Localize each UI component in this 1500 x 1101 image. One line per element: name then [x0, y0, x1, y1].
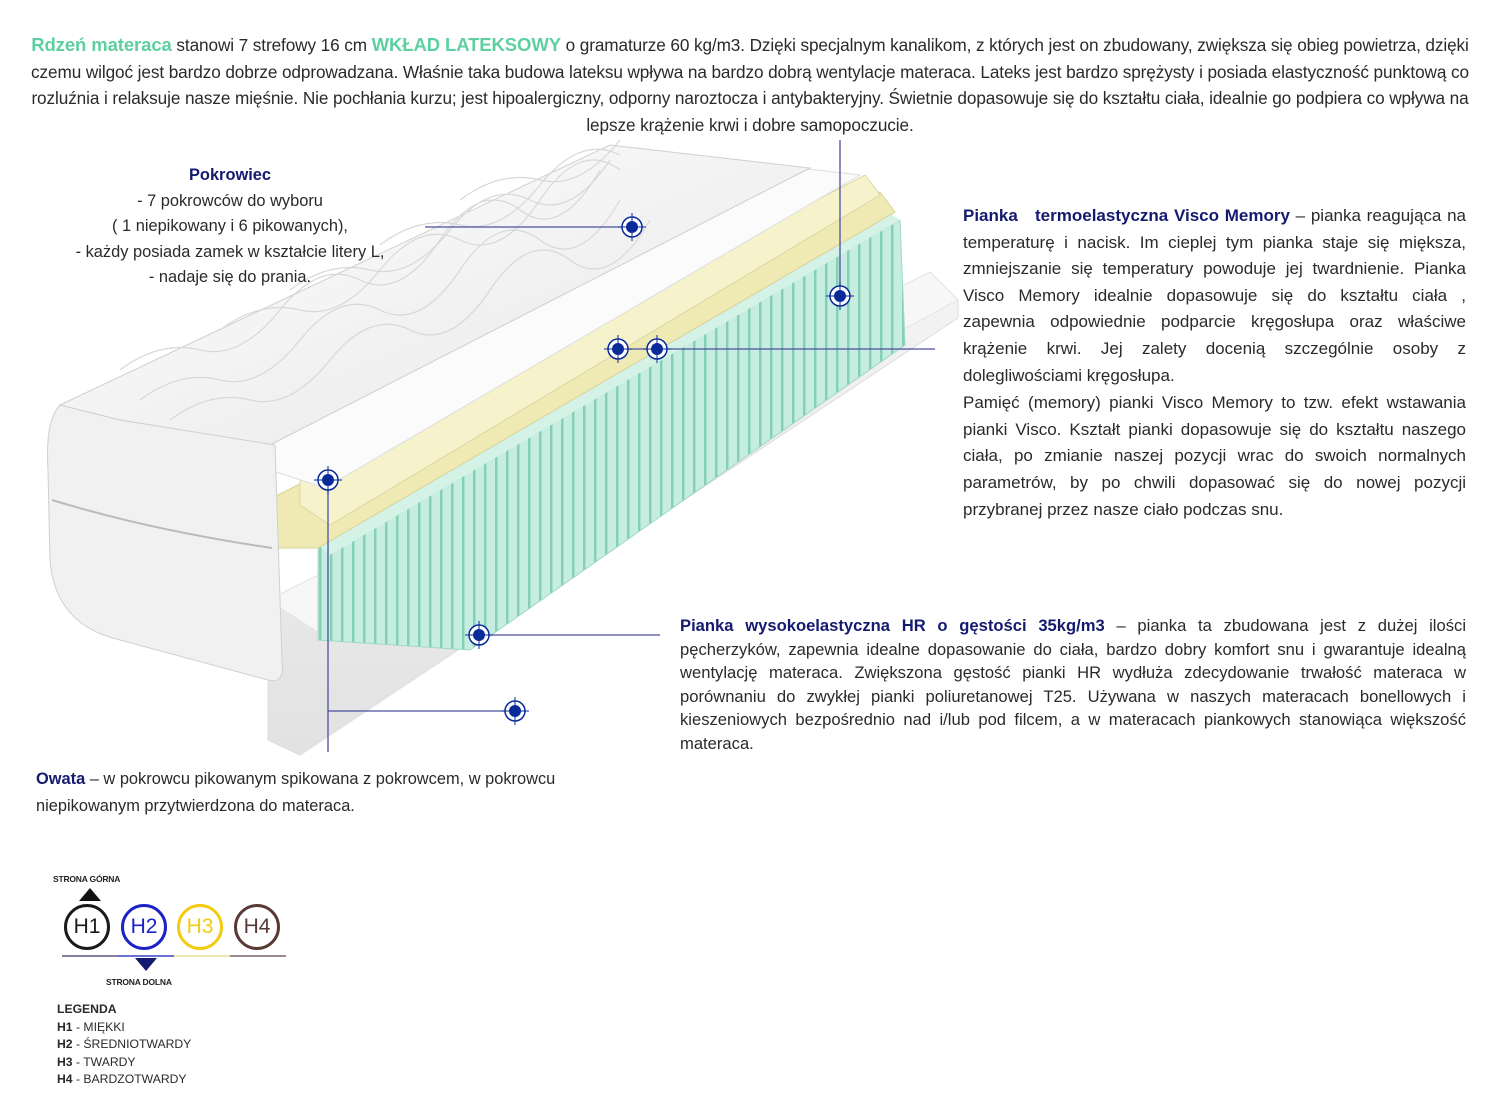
legend-code: H1: [57, 1019, 73, 1034]
legend-item: [57, 1036, 191, 1054]
pokrowiec-description: [20, 163, 440, 291]
bottom-side-label: STRONA DOLNA: [106, 977, 172, 987]
hr-foam-description: [680, 614, 1466, 755]
hr-foam-title: Pianka wysokoelastyczna HR o gęstości 35kg/m3: [680, 616, 1105, 635]
hardness-circle-h1: [64, 904, 110, 950]
hardness-code: H4: [243, 915, 271, 938]
legend-title: LEGENDA: [57, 1002, 117, 1016]
cover-side: [48, 405, 283, 681]
target-marker-icon: [501, 697, 529, 725]
hardness-legend: [57, 1001, 191, 1089]
pokrowiec-line: ( 1 niepikowany i 6 pikowanych),: [112, 217, 348, 235]
legend-code: H2: [57, 1037, 73, 1052]
intro-highlight-latex: WKŁAD LATEKSOWY: [371, 34, 561, 55]
visco-title: Pianka termoelastyczna Visco Memory: [963, 206, 1290, 225]
visco-paragraph-1: [963, 203, 1466, 389]
arrow-up-icon: [79, 888, 101, 902]
owata-description: [36, 766, 596, 820]
hardness-code: H3: [186, 915, 214, 938]
pokrowiec-line: - każdy posiada zamek w kształcie litery L,: [75, 242, 385, 261]
hardness-code: H1: [73, 915, 101, 938]
hardness-circle-h4: [234, 904, 280, 950]
owata-text: – w pokrowcu pikowanym spikowana z pokrowcem, w pokrowcu niepikowanym przytwierdzona do materaca.: [36, 770, 556, 815]
legend-item: [57, 1054, 191, 1072]
legend-label: - ŚREDNIOTWARDY: [72, 1037, 192, 1052]
intro-text-1: stanowi 7 strefowy 16 cm: [171, 35, 372, 55]
legend-label: - MIĘKKI: [72, 1019, 125, 1034]
intro-highlight-core: Rdzeń materaca: [31, 34, 172, 55]
arrow-down-icon: [135, 958, 157, 972]
pokrowiec-line: - nadaje się do prania.: [148, 268, 312, 286]
hardness-circle-h3: [177, 904, 223, 950]
hardness-circle-h2: [121, 904, 167, 950]
hardness-diagram: [50, 870, 300, 1000]
legend-item: [57, 1071, 191, 1089]
visco-text-1: – pianka reagująca na temperaturę i nacisk. Im cieplej tym pianka staje się miększa, zmniejszanie się temperatury powoduje jej twardnienie. Pianka Visco Memory idealnie dopasowuje się do kształtu ciała , zapewnia odpowiednie podparcie kręgosłupa oraz właściwe krążenie krwi. Jej zalety docenią szczególnie osoby z dolegliwościami kręgosłupa.: [963, 206, 1466, 385]
legend-label: - BARDZOTWARDY: [72, 1072, 187, 1087]
legend-item: [57, 1019, 191, 1037]
intro-text-2: o gramaturze 60 kg/m3. Dzięki specjalnym kanalikom, z których jest on zbudowany, zwiększa się obieg powietrza, dzięki czemu wilgoć jest bardzo dobrze odprowadzana. Właśnie taka budowa lateksu wpływa na bardzo dobrą wentylacje materaca. Lateks jest bardzo sprężysty i posiada elastyczność punktową co rozluźnia i relaksuje nasze mięśnie. Nie pochłania kurzu; jest hipoalergiczny, odporny naroztocza i antybakteryjny. Świetnie dopasowuje się do kształtu ciała, idealnie go podpiera co wpływa na lepsze krążenie krwi i dobre samopoczucie.: [31, 35, 1469, 135]
owata-title: Owata: [36, 770, 86, 788]
hardness-code: H2: [130, 915, 158, 938]
legend-code: H3: [57, 1054, 73, 1069]
visco-description: [963, 203, 1466, 524]
visco-paragraph-2: Pamięć (memory) pianki Visco Memory to tzw. efekt wstawania pianki Visco. Kształt pianki dopasowuje się do kształtu naszego ciała, po zmianie naszej pozycji wrac do swoich normalnych parametrów, by po chwili dopasować się do nowej pozycji przybranej przez nasze ciało podczas snu.: [963, 393, 1466, 519]
legend-code: H4: [57, 1072, 73, 1087]
legend-label: - TWARDY: [72, 1054, 136, 1069]
pokrowiec-title: Pokrowiec: [189, 166, 271, 184]
pokrowiec-line: - 7 pokrowców do wyboru: [137, 191, 323, 210]
top-side-label: STRONA GÓRNA: [53, 874, 121, 884]
hr-foam-text: – pianka ta zbudowana jest z dużej ilości pęcherzyków, zapewnia idealne dopasowanie do ciała, bardzo dobry komfort snu i gwarantuje idealną wentylację materaca. Zwiększona gęstość pianki HR wydłuża zdecydowanie trwałość materaca w porównaniu do zwykłej pianki poliuretanowej T25. Używana w naszych materacach bonellowych i kieszeniowych bezpośrednio nad i/lub pod filcem, a w materacach piankowych stanowiąca większość materaca.: [680, 616, 1467, 753]
hardness-baseline: [62, 955, 286, 957]
